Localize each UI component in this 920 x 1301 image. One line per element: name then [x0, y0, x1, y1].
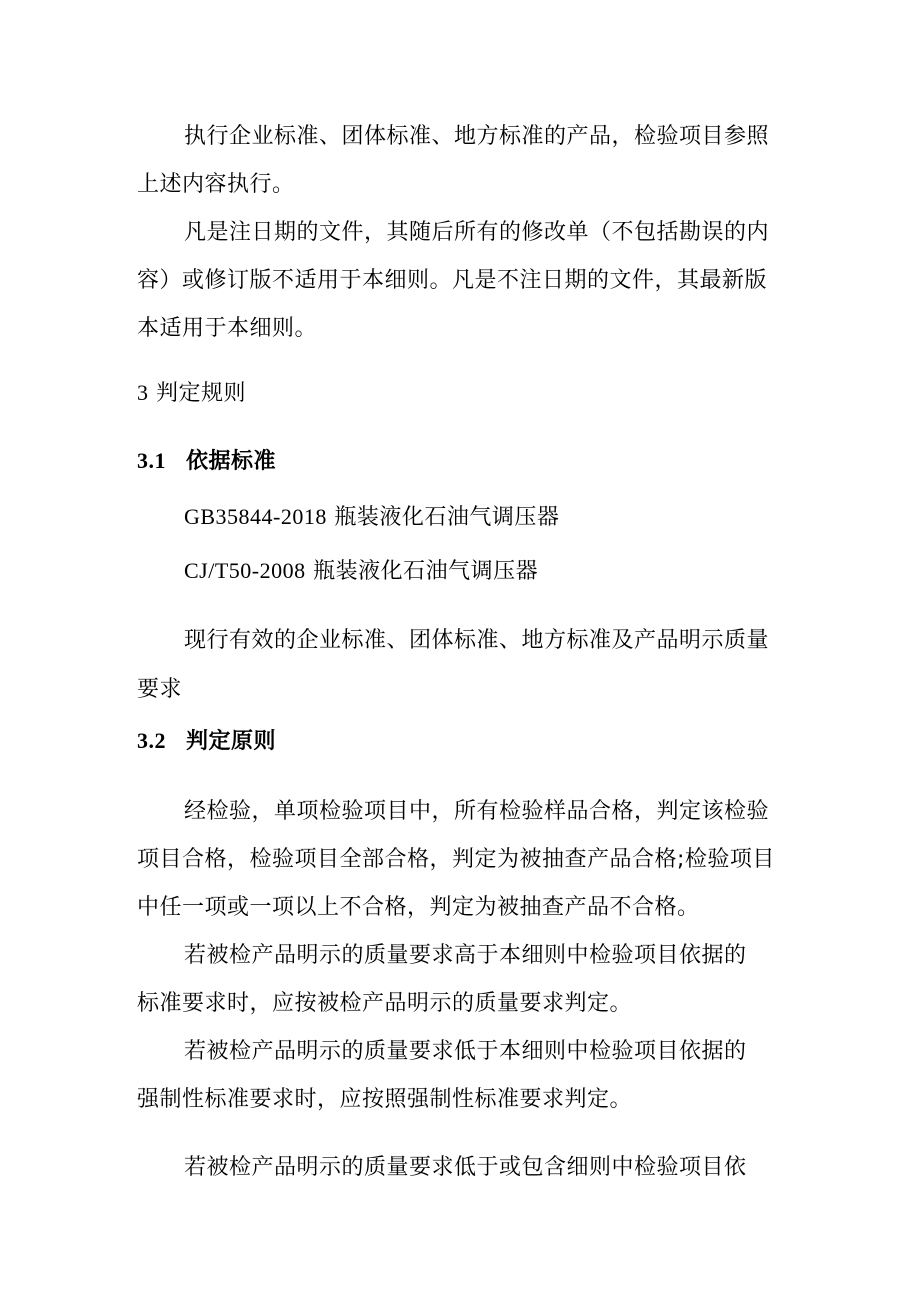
section-3-1-number: 3.1: [137, 448, 166, 473]
section-3-1-heading: [137, 446, 276, 477]
section-3-1-title: 依据标准: [186, 449, 277, 474]
section-3-2-title: 判定原则: [186, 729, 277, 754]
paragraph-line: 若被检产品明示的质量要求高于本细则中检验项目依据的: [184, 943, 747, 968]
paragraph-line: 项目合格，检验项目全部合格，判定为被抽查产品合格;检验项目: [137, 847, 775, 872]
standard-code: CJ/T50-2008: [184, 558, 306, 583]
paragraph-line: 若被检产品明示的质量要求低于本细则中检验项目依据的: [184, 1039, 747, 1064]
paragraph-line: 中任一项或一项以上不合格，判定为被抽查产品不合格。: [137, 895, 700, 920]
section-3-2-number: 3.2: [137, 728, 166, 753]
paragraph-line: 执行企业标准、团体标准、地方标准的产品，检验项目参照: [184, 124, 770, 149]
paragraph-line: 现行有效的企业标准、团体标准、地方标准及产品明示质量: [184, 628, 770, 653]
paragraph-line: 强制性标准要求时，应按照强制性标准要求判定。: [137, 1087, 633, 1112]
paragraph-line: 经检验，单项检验项目中，所有检验样品合格，判定该检验: [184, 799, 770, 824]
standard-item: [184, 502, 559, 533]
standard-name: 瓶装液化石油气调压器: [313, 559, 539, 584]
paragraph-line: 凡是注日期的文件，其随后所有的修改单（不包括勘误的内: [184, 220, 770, 245]
standard-item: [184, 556, 538, 587]
paragraph-line: 标准要求时，应按被检产品明示的质量要求判定。: [137, 991, 633, 1016]
section-3-title: 判定规则: [156, 381, 247, 406]
paragraph-line: 要求: [137, 677, 183, 702]
section-3-heading: [137, 378, 246, 409]
paragraph-line: 容）或修订版不适用于本细则。凡是不注日期的文件，其最新版: [137, 268, 768, 293]
paragraph-line: 若被检产品明示的质量要求低于或包含细则中检验项目依: [184, 1155, 747, 1180]
standard-name: 瓶装液化石油气调压器: [334, 505, 560, 530]
section-3-number: 3: [137, 380, 149, 405]
standard-code: GB35844-2018: [184, 504, 327, 529]
paragraph-line: 上述内容执行。: [137, 172, 295, 197]
paragraph-line: 本适用于本细则。: [137, 316, 318, 341]
section-3-2-heading: [137, 726, 276, 757]
